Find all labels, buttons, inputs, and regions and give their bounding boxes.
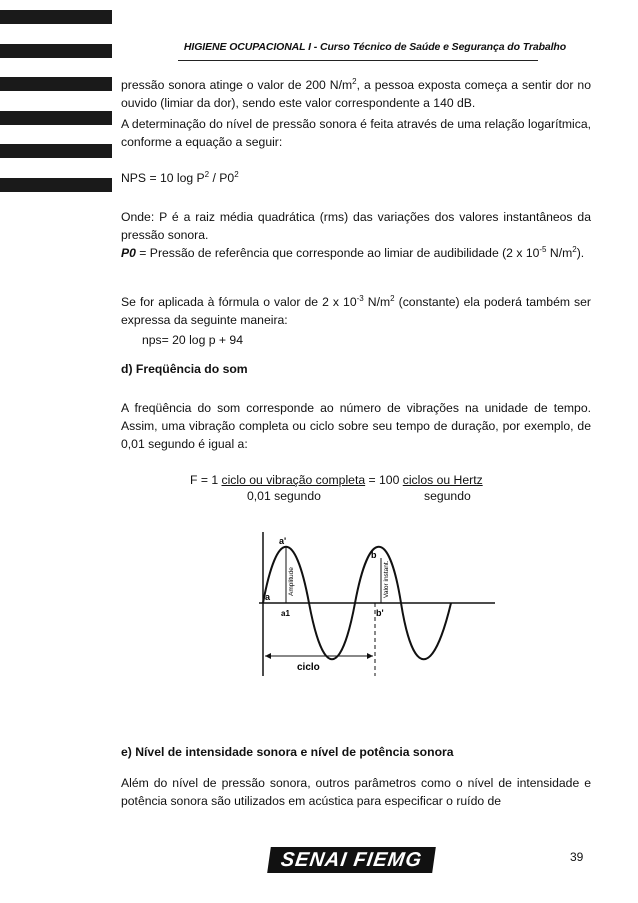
label-amplitude: Amplitude [288, 567, 295, 596]
side-bar [0, 111, 112, 125]
label-instant-value: Valor instant. [383, 560, 390, 598]
section-heading-intensity: e) Nível de intensidade sonora e nível de potência sonora [121, 745, 454, 759]
section-heading-frequency: d) Freqüência do som [121, 362, 248, 376]
header-rule [178, 60, 538, 61]
side-bar [0, 44, 112, 58]
page-header: HIGIENE OCUPACIONAL I - Curso Técnico de Saúde e Segurança do Trabalho [183, 41, 567, 53]
paragraph-log-relation: A determinação do nível de pressão sonora é feita através de uma relação logarítmica, conforme a equação a seguir: [121, 117, 591, 149]
frequency-formula-denominator-1: 0,01 segundo [247, 489, 321, 503]
equation-nps: NPS = 10 $\log P^2 / P0^2$ [121, 170, 239, 185]
paragraph-constant: Se for aplicada à fórmula o valor de 2 x $10^{-3}$ $N/m^2$ (constante) ela poderá também ser expressa da seguinte maneira: [121, 294, 591, 327]
side-bar [0, 10, 112, 24]
paragraph-rms-definition: Onde: P é a raiz média quadrática (rms) das variações dos valores instantâneos da pressão sonora. [121, 210, 591, 242]
sine-wave-figure [255, 530, 495, 690]
cycle-arrowhead-right [367, 653, 373, 659]
paragraph-frequency: A freqüência do som corresponde ao número de vibrações na unidade de tempo. Assim, uma vibração completa ou ciclo sobre seu tempo de duração, por exemplo, de 0,01 segundo é igual a: [121, 401, 591, 451]
label-b-prime: b' [376, 608, 384, 618]
side-bar [0, 144, 112, 158]
label-a: a [265, 592, 271, 602]
frequency-formula-numerator: F = 1 ciclo ou vibração completa = 100 ciclos ou Hertz [190, 473, 483, 487]
side-bar [0, 77, 112, 91]
label-a1: a1 [281, 609, 290, 618]
equation-nps-simplified: nps= 20 log p + 94 [142, 333, 243, 347]
frequency-formula-denominator-2: segundo [424, 489, 471, 503]
paragraph-pain-threshold: pressão sonora atinge o valor de 200 $N/m^2$, a pessoa exposta começa a sentir dor no ouvido (limiar da dor), sendo este valor correspondente a 140 dB. [121, 77, 591, 110]
paragraph-reference-pressure: P0 = Pressão de referência que corresponde ao limiar de audibilidade (2 x $10^{-5}$ $N/m^2$). [121, 245, 585, 260]
label-cycle: ciclo [297, 662, 320, 673]
label-a-prime: a' [279, 536, 287, 546]
paragraph-intensity: Além do nível de pressão sonora, outros parâmetros como o nível de intensidade e potência sonora são utilizados em acústica para especificar o ruído de [121, 776, 591, 808]
cycle-arrowhead-left [265, 653, 271, 659]
side-bar [0, 178, 112, 192]
label-b: b [371, 550, 377, 560]
senai-fiemg-logo: SENAI FIEMG [267, 847, 436, 873]
page-number: 39 [570, 850, 584, 864]
